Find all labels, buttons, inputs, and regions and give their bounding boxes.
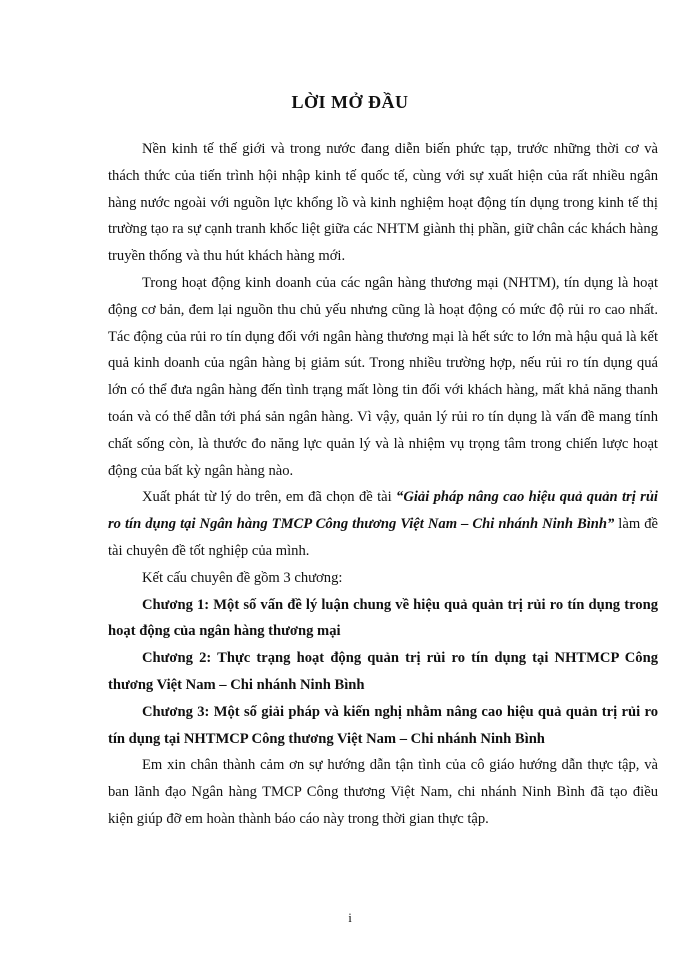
- paragraph-thanks: Em xin chân thành cảm ơn sự hướng dẫn tận tình của cô giáo hướng dẫn thực tập, và ban lãnh đạo Ngân hàng TMCP Công thương Việt Nam, chi nhánh Ninh Bình đã tạo điều kiện giúp đỡ em hoàn thành báo cáo này trong thời gian thực tập.: [108, 757, 658, 827]
- page-number: i: [348, 910, 352, 925]
- document-body: [108, 136, 658, 833]
- topic-title: “Giải pháp nâng cao hiệu quả quản trị rủi ro tín dụng tại Ngân hàng TMCP Công thương Việt Nam – Chi nhánh Ninh Bình”: [108, 489, 658, 533]
- paragraph-intro: Nền kinh tế thế giới và trong nước đang diễn biến phức tạp, trước những thời cơ và thách thức của tiến trình hội nhập kinh tế quốc tế, cùng với sự xuất hiện của rất nhiều ngân hàng nước ngoài với nguồn lực khổng lồ và kinh nghiệm hoạt động tín dụng trong kinh tế thị trường tạo ra sự cạnh tranh khốc liệt giữa các NHTM giành thị phần, giữ chân các khách hàng truyền thống và thu hút khách hàng mới.: [108, 141, 658, 265]
- chapter-2: Chương 2: Thực trạng hoạt động quản trị rủi ro tín dụng tại NHTMCP Công thương Việt Nam – Chi nhánh Ninh Bình: [108, 650, 658, 693]
- topic-tail-text: làm đề tài chuyên đề tốt nghiệp của mình.: [108, 516, 658, 559]
- page-title: LỜI MỞ ĐẦU: [291, 92, 409, 112]
- topic-lead-text: Xuất phát từ lý do trên, em đã chọn đề tài: [142, 489, 397, 506]
- paragraph-credit-risk: Trong hoạt động kinh doanh của các ngân hàng thương mại (NHTM), tín dụng là hoạt động cơ bản, đem lại nguồn thu chủ yếu nhưng cũng là hoạt động có mức độ rủi ro cao nhất. Tác động của rủi ro tín dụng đối với ngân hàng thương mại là hết sức to lớn mà hậu quả là kết quả kinh doanh của ngân hàng bị giảm sút. Trong nhiều trường hợp, nếu rủi ro tín dụng quá lớn có thể đưa ngân hàng đến tình trạng mất lòng tin đối với khách hàng, mất khả năng thanh toán và có thể dẫn tới phá sản ngân hàng. Vì vậy, quản lý rủi ro tín dụng là vấn đề mang tính chất sống còn, là thước đo năng lực quản lý và là nhiệm vụ trọng tâm trong chiến lược hoạt động của bất kỳ ngân hàng nào.: [108, 274, 658, 479]
- paragraph-topic: [108, 484, 658, 564]
- chapter-1: Chương 1: Một số vấn đề lý luận chung về hiệu quả quản trị rủi ro tín dụng trong hoạt động của ngân hàng thương mại: [108, 596, 658, 640]
- chapter-3: Chương 3: Một số giải pháp và kiến nghị nhằm nâng cao hiệu quả quản trị rủi ro tín dụng tại NHTMCP Công thương Việt Nam – Chi nhánh Ninh Bình: [108, 703, 658, 747]
- paragraph-structure: Kết cấu chuyên đề gồm 3 chương:: [142, 569, 343, 586]
